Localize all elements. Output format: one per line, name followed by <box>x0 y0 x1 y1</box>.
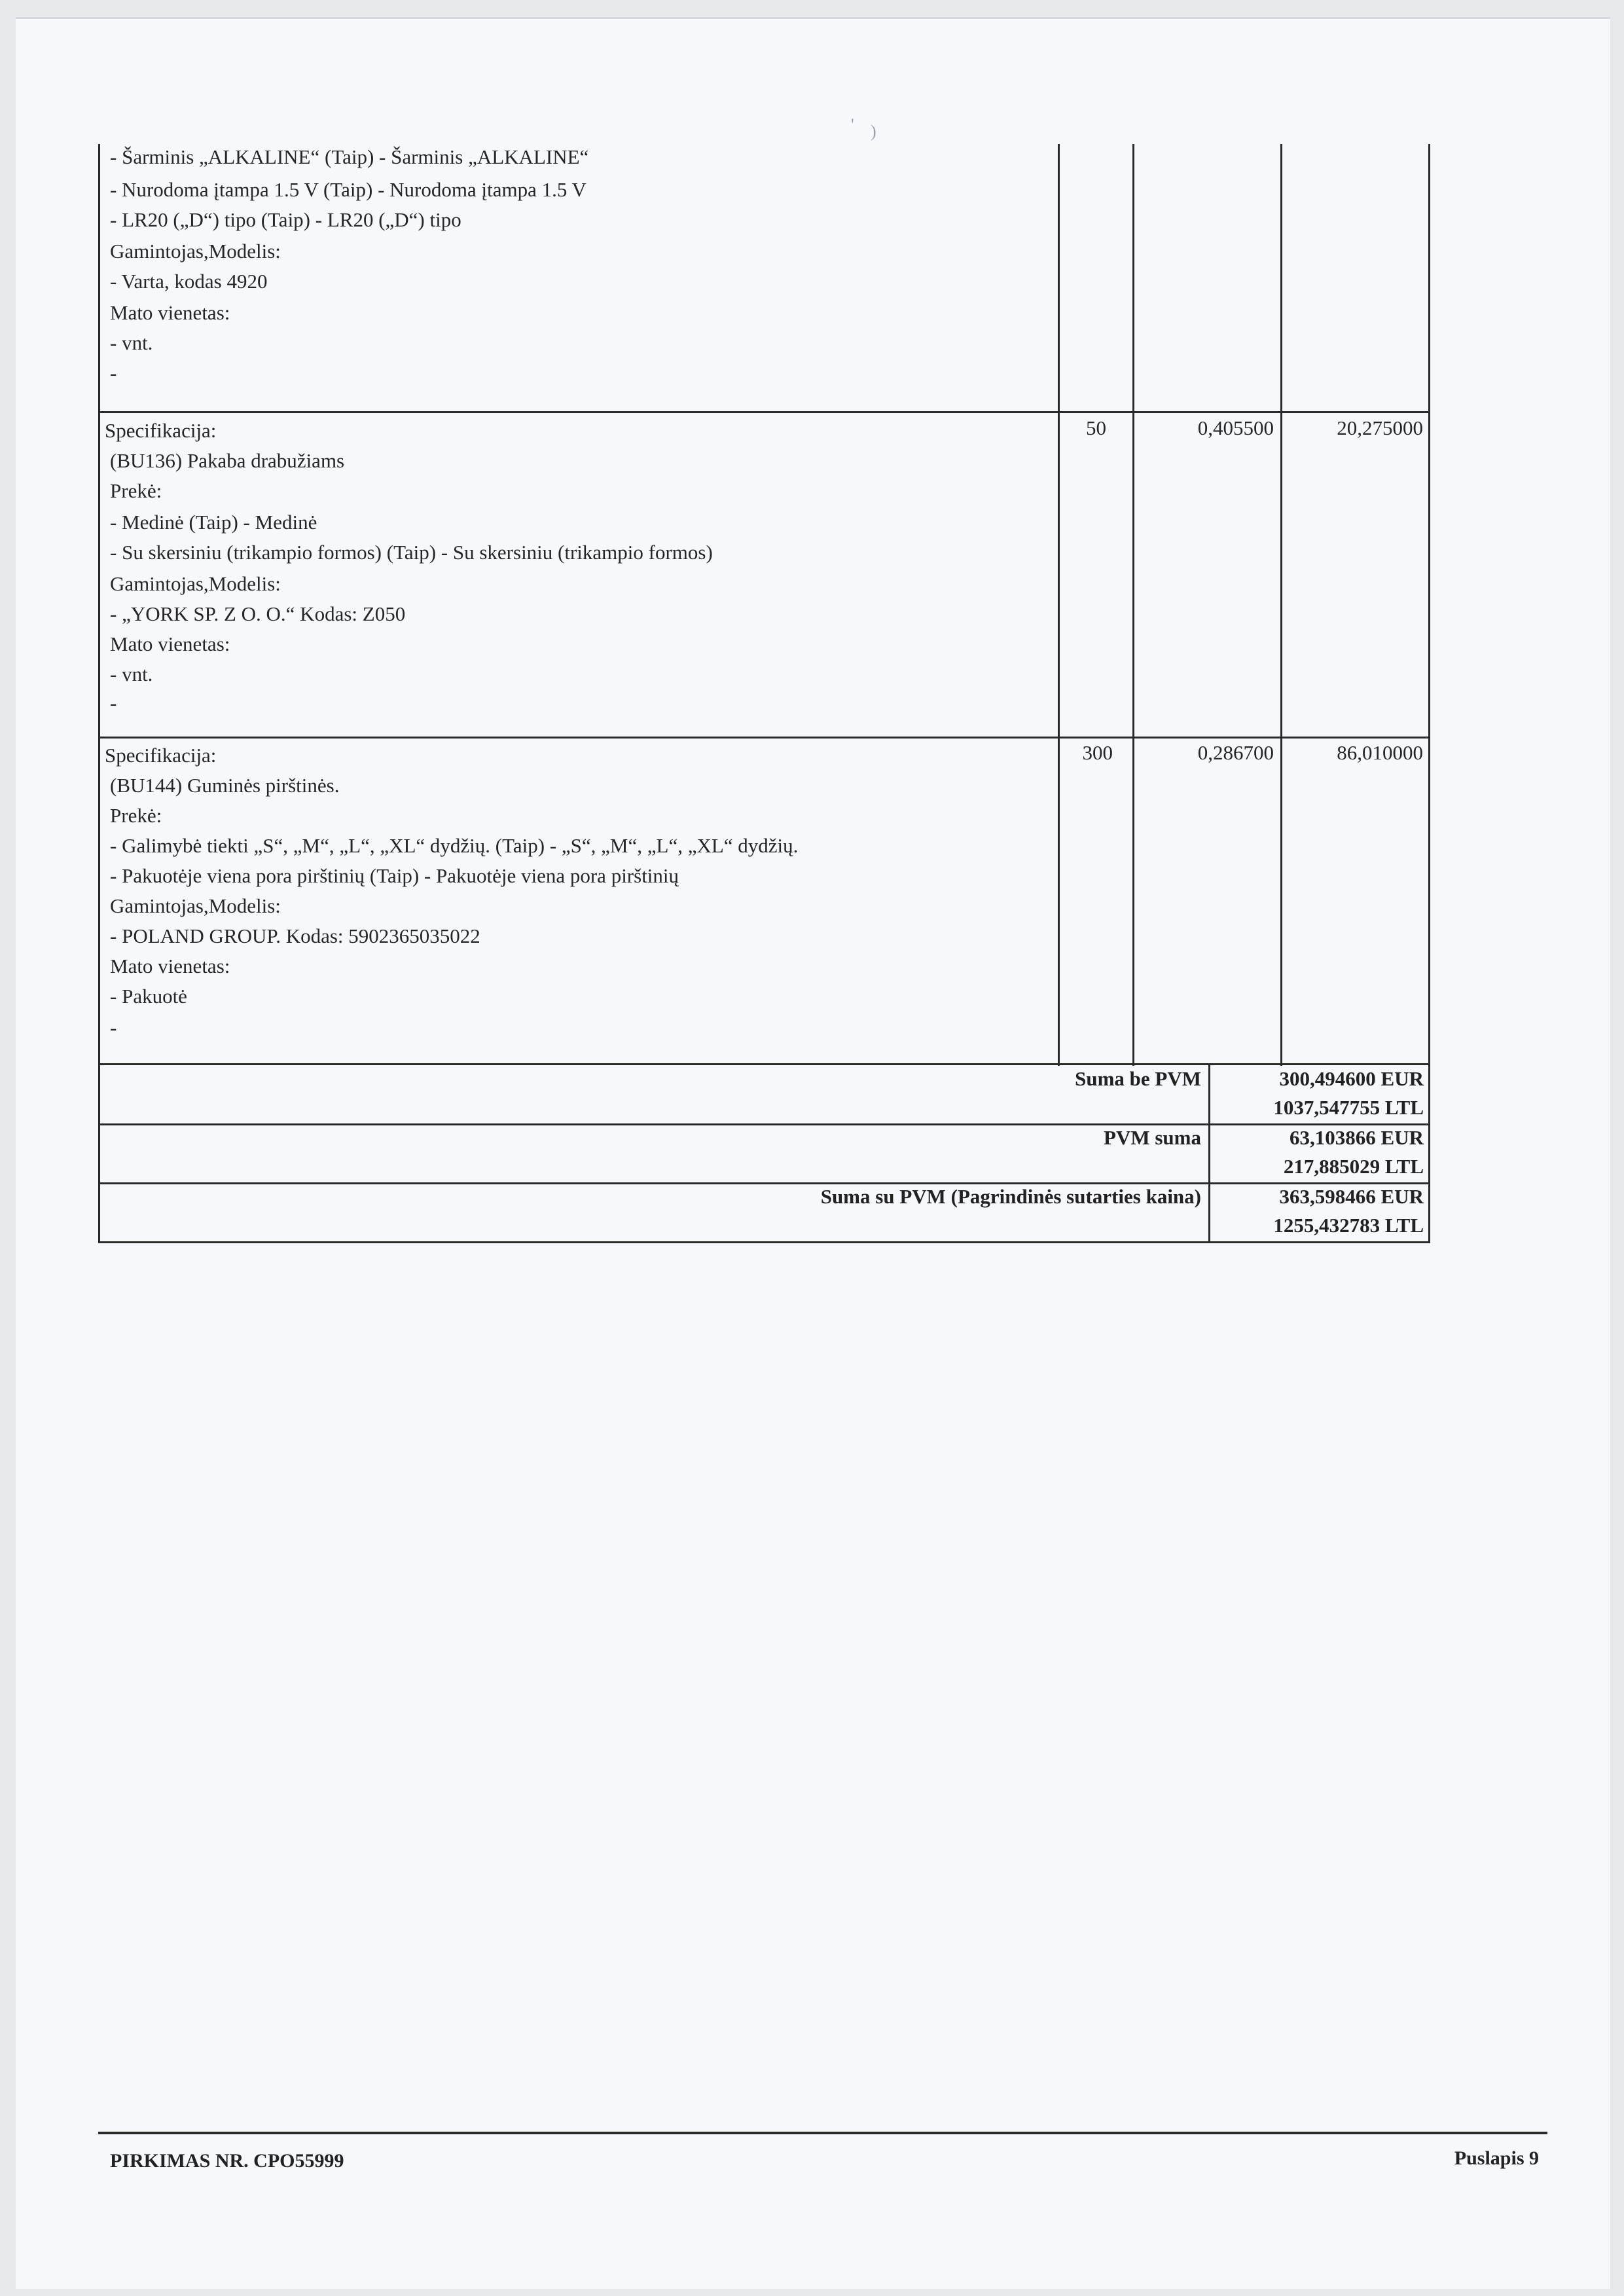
scan-speck: ) <box>871 122 876 141</box>
spec-line: Gamintojas,Modelis: <box>110 894 281 917</box>
unit-price-cell: 0,405500 <box>1197 416 1274 439</box>
spec-line: - <box>110 1016 117 1039</box>
spec-line: Mato vienetas: <box>110 955 230 977</box>
spec-line: - Pakuotėje viena pora pirštinių (Taip) - Pakuotėje viena pora pirštinių <box>110 864 679 887</box>
summary-right-border <box>1428 1063 1430 1243</box>
spec-line: Mato vienetas: <box>110 301 230 324</box>
spec-line: - POLAND GROUP. Kodas: 5902365035022 <box>110 924 480 947</box>
summary-gross-ltl: 1255,432783 LTL <box>1273 1214 1424 1237</box>
row-separator <box>98 411 1430 413</box>
spec-line: Mato vienetas: <box>110 632 230 655</box>
summary-net-ltl: 1037,547755 LTL <box>1273 1096 1424 1119</box>
table-right-border <box>1428 144 1430 1066</box>
spec-line: - Šarminis „ALKALINE“ (Taip) - Šarminis „ALKALINE“ <box>110 145 589 168</box>
summary-value-divider <box>1208 1063 1210 1243</box>
summary-gross-eur: 363,598466 EUR <box>1279 1185 1424 1208</box>
total-cell: 20,275000 <box>1337 416 1423 439</box>
summary-net-eur: 300,494600 EUR <box>1279 1067 1424 1090</box>
summary-label-gross: Suma su PVM (Pagrindinės sutarties kaina) <box>820 1185 1201 1208</box>
spec-line: - Varta, kodas 4920 <box>110 270 268 293</box>
summary-top-border <box>98 1063 1430 1065</box>
spec-line: Prekė: <box>110 479 162 502</box>
spec-line: - LR20 („D“) tipo (Taip) - LR20 („D“) tipo <box>110 208 461 231</box>
scan-edge <box>16 17 1610 19</box>
summary-vat-eur: 63,103866 EUR <box>1290 1126 1424 1149</box>
column-divider-price <box>1132 144 1134 1066</box>
total-cell: 86,010000 <box>1337 741 1423 764</box>
row-separator <box>98 737 1430 738</box>
spec-line: - <box>110 361 117 384</box>
summary-row-separator <box>98 1182 1430 1184</box>
column-divider-total <box>1280 144 1282 1066</box>
spec-line: - vnt. <box>110 331 153 354</box>
spec-line: - Su skersiniu (trikampio formos) (Taip) - Su skersiniu (trikampio formos) <box>110 541 713 564</box>
spec-line: - Medinė (Taip) - Medinė <box>110 511 317 534</box>
quantity-cell: 50 <box>1086 416 1106 439</box>
spec-line: Gamintojas,Modelis: <box>110 572 281 595</box>
summary-row-separator <box>98 1123 1430 1125</box>
quantity-cell: 300 <box>1082 741 1113 764</box>
spec-line: - Pakuotė <box>110 985 187 1008</box>
spec-line: - Galimybė tiekti „S“, „M“, „L“, „XL“ dydžių. (Taip) - „S“, „M“, „L“, „XL“ dydžių. <box>110 834 799 857</box>
spec-line: Specifikacija: <box>105 744 217 767</box>
spec-line: - Nurodoma įtampa 1.5 V (Taip) - Nurodoma įtampa 1.5 V <box>110 178 586 201</box>
footer-procurement-number: PIRKIMAS NR. CPO55999 <box>110 2150 344 2172</box>
spec-line: Prekė: <box>110 804 162 827</box>
spec-line: - <box>110 691 117 714</box>
spec-line: (BU144) Guminės pirštinės. <box>110 774 340 797</box>
summary-bottom-border <box>98 1241 1430 1243</box>
summary-label-vat: PVM suma <box>1104 1126 1201 1149</box>
summary-left-border <box>98 1063 100 1243</box>
spec-line: (BU136) Pakaba drabužiams <box>110 449 345 472</box>
table-left-border <box>98 144 100 1066</box>
spec-line: - „YORK SP. Z O. O.“ Kodas: Z050 <box>110 602 406 625</box>
footer-rule <box>98 2132 1547 2134</box>
spec-line: - vnt. <box>110 663 153 685</box>
unit-price-cell: 0,286700 <box>1197 741 1274 764</box>
footer-page-number: Puslapis 9 <box>1454 2147 1539 2169</box>
scan-speck: ' <box>851 115 854 134</box>
summary-label-net: Suma be PVM <box>1075 1067 1201 1090</box>
spec-line: Specifikacija: <box>105 419 217 442</box>
spec-line: Gamintojas,Modelis: <box>110 240 281 263</box>
column-divider-quantity <box>1058 144 1060 1066</box>
summary-vat-ltl: 217,885029 LTL <box>1283 1155 1424 1178</box>
